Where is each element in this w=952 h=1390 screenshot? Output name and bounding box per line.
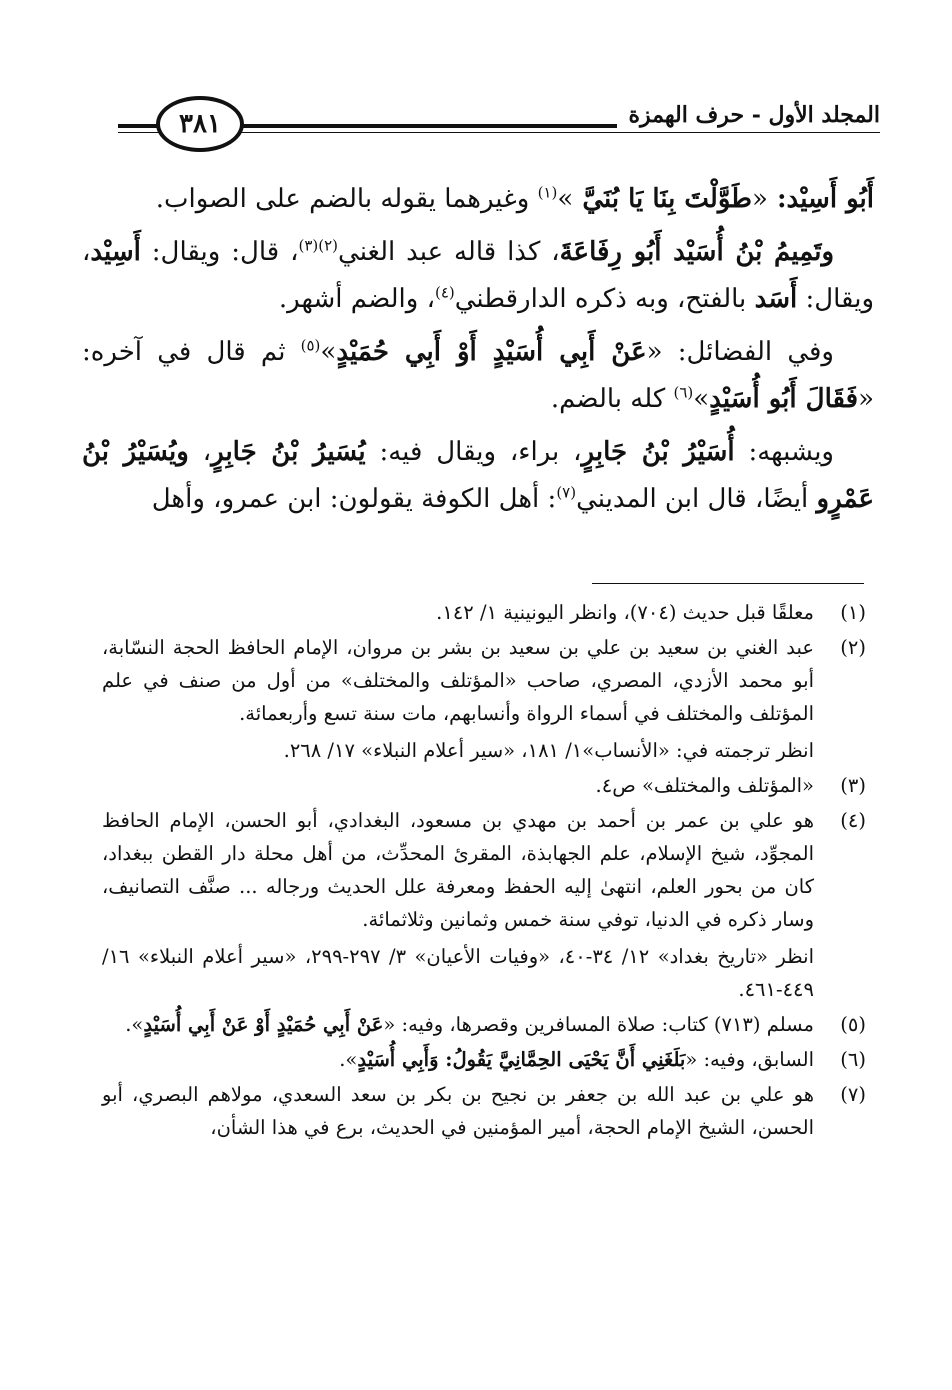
term: أُسَيْرُ بْنُ جَابِرٍ bbox=[581, 437, 735, 467]
footnote-text: معلقًا قبل حديث (٧٠٤)، وانظر اليونينية ١/ ١٤٢. bbox=[436, 601, 814, 624]
quote: عَنْ أَبِي حُمَيْدٍ أَوْ عَنْ أَبِي أُسَيْدٍ bbox=[143, 1013, 384, 1036]
footnote-number: (٧) bbox=[840, 1083, 866, 1106]
footnote-ref: (٥) bbox=[300, 336, 321, 355]
footnote-number: (٤) bbox=[840, 809, 866, 832]
paragraph-1 bbox=[82, 176, 874, 223]
footnote-reference: انظر ترجمته في: «الأنساب»١/ ١٨١، «سير أعلام النبلاء» ١٧/ ٢٦٨. bbox=[283, 739, 814, 762]
footnote-reference: انظر «تاريخ بغداد» ١٢/ ٣٤-٤٠، «وفيات الأعيان» ٣/ ٢٩٧-٢٩٩، «سير أعلام النبلاء» ١٦/ ٤٤٩-٤٦١. bbox=[102, 945, 814, 1001]
quote: طَوَّلْتَ بِنَا يَا بُنَيَّ bbox=[573, 184, 752, 214]
footnote-6 bbox=[102, 1043, 866, 1076]
page-header bbox=[118, 96, 880, 156]
footnote-text: «المؤتلف والمختلف» ص٤. bbox=[595, 774, 814, 797]
term: ويُسَيْرُ بْنُ عَمْرٍو bbox=[82, 437, 874, 514]
text: ، bbox=[188, 437, 212, 467]
text: ، قال: ويقال: bbox=[140, 237, 299, 267]
paragraph-2 bbox=[82, 229, 874, 323]
quote: بَلَغَنِي أَنَّ يَحْيَى الحِمَّانِيَّ يَقُولُ: وَأَبِي أُسَيْدٍ bbox=[357, 1048, 686, 1071]
footnote-7 bbox=[102, 1078, 866, 1144]
footnote-text: هو علي بن عمر بن أحمد بن مهدي بن مسعود، البغدادي، أبو الحسن، الإمام الحافظ المجوِّد، شيخ الإسلام، علم الجهابذة، المقرئ المحدِّث، من أهل محلة دار القطن ببغداد، كان من بحور العلم، انتهىٰ إليه الحفظ ومعرفة علل الحديث ورجاله ... صنَّف التصانيف، وسار ذكره في الدنيا، توفي سنة خمس وثمانين وثلاثمائة. bbox=[102, 809, 814, 931]
text: ، والضم أشهر. bbox=[278, 284, 435, 314]
footnote-text: عبد الغني بن سعيد بن علي بن سعيد بن بشر بن مروان، الإمام الحافظ الحجة النسّابة، أبو محمد الأزدي، المصري، صاحب «المؤتلف والمختلف» من أول من صنف في علم المؤتلف والمختلف في أسماء الرواة وأنسابهم، مات سنة تسع وأربعمائة. bbox=[102, 636, 814, 725]
text: ثم قال في آخره: « bbox=[82, 337, 874, 414]
term: أَبُو أَسِيْد: bbox=[767, 184, 874, 214]
page-number: ٣٨١ bbox=[156, 96, 244, 152]
main-text bbox=[82, 176, 874, 529]
text: » bbox=[320, 337, 337, 367]
footnote-number: (١) bbox=[840, 601, 866, 624]
text: ، كذا قاله عبد الغني bbox=[338, 237, 560, 267]
footnote-number: (٣) bbox=[840, 774, 866, 797]
text: » bbox=[693, 384, 710, 414]
text: كله بالضم. bbox=[550, 384, 674, 414]
text: ويشبهه: bbox=[734, 437, 834, 467]
text: : أهل الكوفة يقولون: ابن عمرو، وأهل bbox=[151, 484, 557, 514]
text: وفي الفضائل: « bbox=[646, 337, 834, 367]
footnote-ref: (١) bbox=[537, 183, 558, 202]
text: وغيرهما يقوله بالضم على الصواب. bbox=[155, 184, 538, 214]
quote-open: « bbox=[751, 184, 768, 214]
paragraph-3 bbox=[82, 329, 874, 423]
text: ». bbox=[339, 1048, 358, 1071]
text: ». bbox=[125, 1013, 144, 1036]
footnote-number: (٥) bbox=[840, 1013, 866, 1036]
text: بالفتح، وبه ذكره الدارقطني bbox=[454, 284, 755, 314]
text: أيضًا، قال ابن المديني bbox=[576, 484, 817, 514]
footnote-3 bbox=[102, 769, 866, 802]
footnote-ref: (٤) bbox=[434, 283, 455, 302]
footnote-4 bbox=[102, 804, 866, 1006]
running-title: المجلد الأول - حرف الهمزة bbox=[617, 102, 881, 128]
term: أَسِيْد bbox=[90, 237, 141, 267]
text: ، ويقال: bbox=[82, 237, 874, 314]
footnote-number: (٦) bbox=[840, 1048, 866, 1071]
term: أَسَد bbox=[754, 284, 798, 314]
term: وتَمِيمُ بْنُ أُسَيْد أَبُو رِفَاعَةَ bbox=[559, 237, 835, 267]
quote-close: » bbox=[557, 184, 574, 214]
quote: عَنْ أَبِي أُسَيْدٍ أَوْ أَبِي حُمَيْدٍ bbox=[336, 337, 647, 367]
footnote-ref: (٧) bbox=[556, 483, 577, 502]
text: ، براء، ويقال فيه: bbox=[365, 437, 582, 467]
footnote-ref: (٢)(٣) bbox=[298, 236, 339, 255]
footnotes bbox=[102, 596, 866, 1146]
text: السابق، وفيه: « bbox=[685, 1048, 814, 1071]
quote: فَقَالَ أَبُو أُسَيْدٍ bbox=[709, 384, 859, 414]
footnote-2 bbox=[102, 631, 866, 767]
footnote-text: هو علي بن عبد الله بن جعفر بن نجيح بن بكر بن سعد السعدي، مولاهم البصري، أبو الحسن، الشيخ الإمام الحجة، أمير المؤمنين في الحديث، برع في هذا الشأن، bbox=[102, 1083, 814, 1139]
footnote-text bbox=[102, 1043, 814, 1076]
term: يُسَيرُ بْنُ جَابِرٍ bbox=[211, 437, 366, 467]
footnote-text bbox=[102, 1008, 814, 1041]
footnote-ref: (٦) bbox=[673, 383, 694, 402]
paragraph-4 bbox=[82, 429, 874, 523]
footnote-5 bbox=[102, 1008, 866, 1041]
footnote-1 bbox=[102, 596, 866, 629]
footnote-separator bbox=[592, 583, 864, 584]
text: مسلم (٧١٣) كتاب: صلاة المسافرين وقصرها، وفيه: « bbox=[383, 1013, 814, 1036]
footnote-number: (٢) bbox=[840, 636, 866, 659]
